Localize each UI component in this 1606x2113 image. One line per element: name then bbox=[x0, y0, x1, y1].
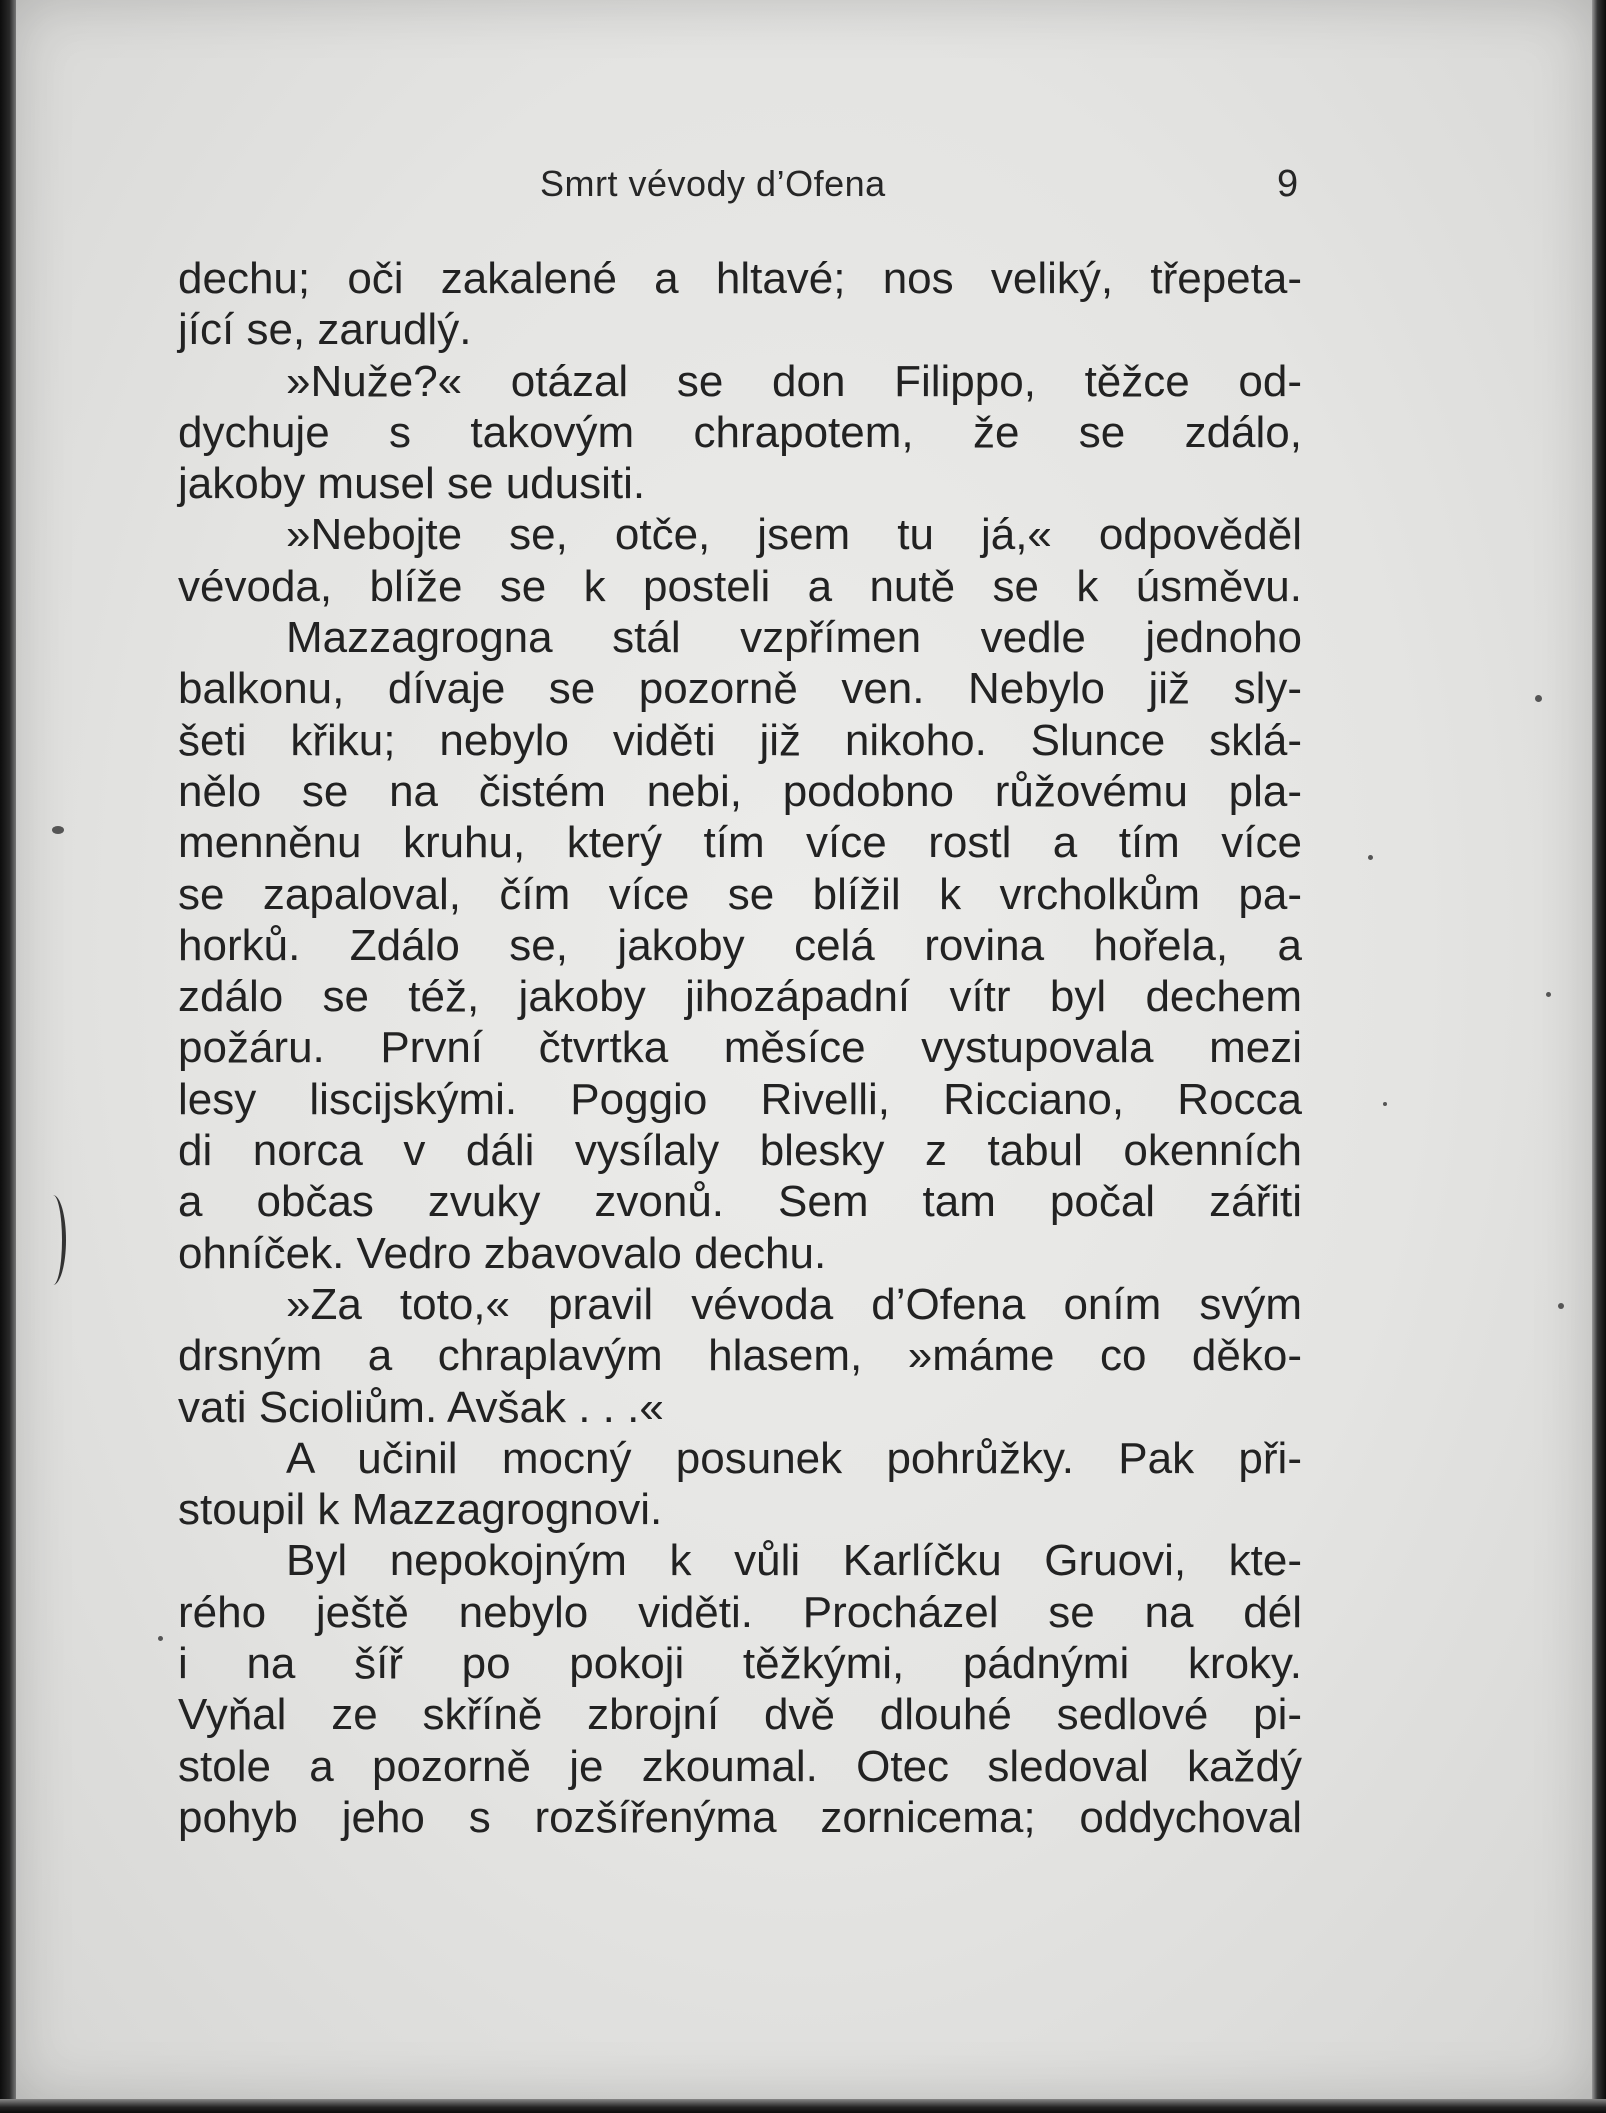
bottom-scan-edge bbox=[0, 2099, 1606, 2113]
text-line: a občas zvuky zvonů. Sem tam počal zářiti bbox=[178, 1177, 1302, 1227]
ink-speck bbox=[1368, 855, 1373, 860]
text-line: balkonu, dívaje se pozorně ven. Nebylo již sly- bbox=[178, 664, 1302, 714]
text-line: jakoby musel se udusiti. bbox=[178, 459, 646, 509]
text-line: dechu; oči zakalené a hltavé; nos veliký, třepeta- bbox=[178, 254, 1302, 303]
text-line: i na šíř po pokoji těžkými, pádnými kroky. bbox=[178, 1639, 1302, 1689]
text-line: ohníček. Vedro zbavovalo dechu. bbox=[178, 1228, 827, 1278]
text-line: menněnu kruhu, který tím více rostl a tím více bbox=[178, 818, 1302, 868]
ink-speck bbox=[158, 1636, 163, 1641]
text-line: »Za toto,« pravil vévoda d’Ofena oním svým bbox=[286, 1279, 1302, 1329]
body-text bbox=[178, 253, 1302, 1843]
text-line: Vyňal ze skříně zbrojní dvě dlouhé sedlové pi- bbox=[178, 1690, 1302, 1740]
text-line: di norca v dáli vysílaly blesky z tabul okenních bbox=[178, 1126, 1302, 1176]
text-line: zdálo se též, jakoby jihozápadní vítr byl dechem bbox=[178, 972, 1302, 1022]
text-line: lesy liscijskými. Poggio Rivelli, Ricciano, Rocca bbox=[178, 1074, 1302, 1124]
right-scan-edge bbox=[1592, 0, 1606, 2113]
text-line: Mazzagrogna stál vzpřímen vedle jednoho bbox=[286, 613, 1302, 663]
margin-mark bbox=[40, 1195, 66, 1285]
text-line: »Nebojte se, otče, jsem tu já,« odpověděl bbox=[286, 510, 1302, 560]
text-line: stole a pozorně je zkoumal. Otec sledoval každý bbox=[178, 1741, 1302, 1791]
page-number: 9 bbox=[1277, 163, 1299, 205]
text-line: se zapaloval, čím více se blížil k vrcholkům pa- bbox=[178, 869, 1302, 919]
ink-speck bbox=[1558, 1303, 1564, 1309]
ink-speck bbox=[1546, 992, 1551, 997]
text-line: nělo se na čistém nebi, podobno růžovému pla- bbox=[178, 766, 1302, 816]
text-line: »Nuže?« otázal se don Filippo, těžce od- bbox=[286, 356, 1302, 406]
text-line: drsným a chraplavým hlasem, »máme co děko- bbox=[178, 1331, 1302, 1381]
ink-speck bbox=[1383, 1102, 1387, 1106]
running-title: Smrt vévody d’Ofena bbox=[540, 163, 886, 204]
ink-speck bbox=[1535, 695, 1542, 702]
ink-speck bbox=[52, 826, 64, 834]
text-line: šeti křiku; nebylo viděti již nikoho. Slunce sklá- bbox=[178, 715, 1302, 765]
text-line: vati Scioliům. Avšak . . .« bbox=[178, 1382, 664, 1432]
text-line: rého ještě nebylo viděti. Procházel se na dél bbox=[178, 1587, 1302, 1637]
text-line: stoupil k Mazzagrognovi. bbox=[178, 1485, 663, 1535]
text-line: A učinil mocný posunek pohrůžky. Pak při- bbox=[286, 1433, 1302, 1483]
left-scan-edge bbox=[0, 0, 16, 2113]
text-line: pohyb jeho s rozšířenýma zornicema; oddychoval bbox=[178, 1792, 1302, 1842]
text-line: dychuje s takovým chrapotem, že se zdálo, bbox=[178, 407, 1302, 457]
text-line: jící se, zarudlý. bbox=[178, 305, 472, 355]
text-line: Byl nepokojným k vůli Karlíčku Gruovi, kte- bbox=[286, 1536, 1302, 1586]
text-line: požáru. První čtvrtka měsíce vystupovala mezi bbox=[178, 1023, 1302, 1073]
text-line: horků. Zdálo se, jakoby celá rovina hořela, a bbox=[178, 920, 1302, 970]
text-line: vévoda, blíže se k posteli a nutě se k úsměvu. bbox=[178, 561, 1302, 611]
